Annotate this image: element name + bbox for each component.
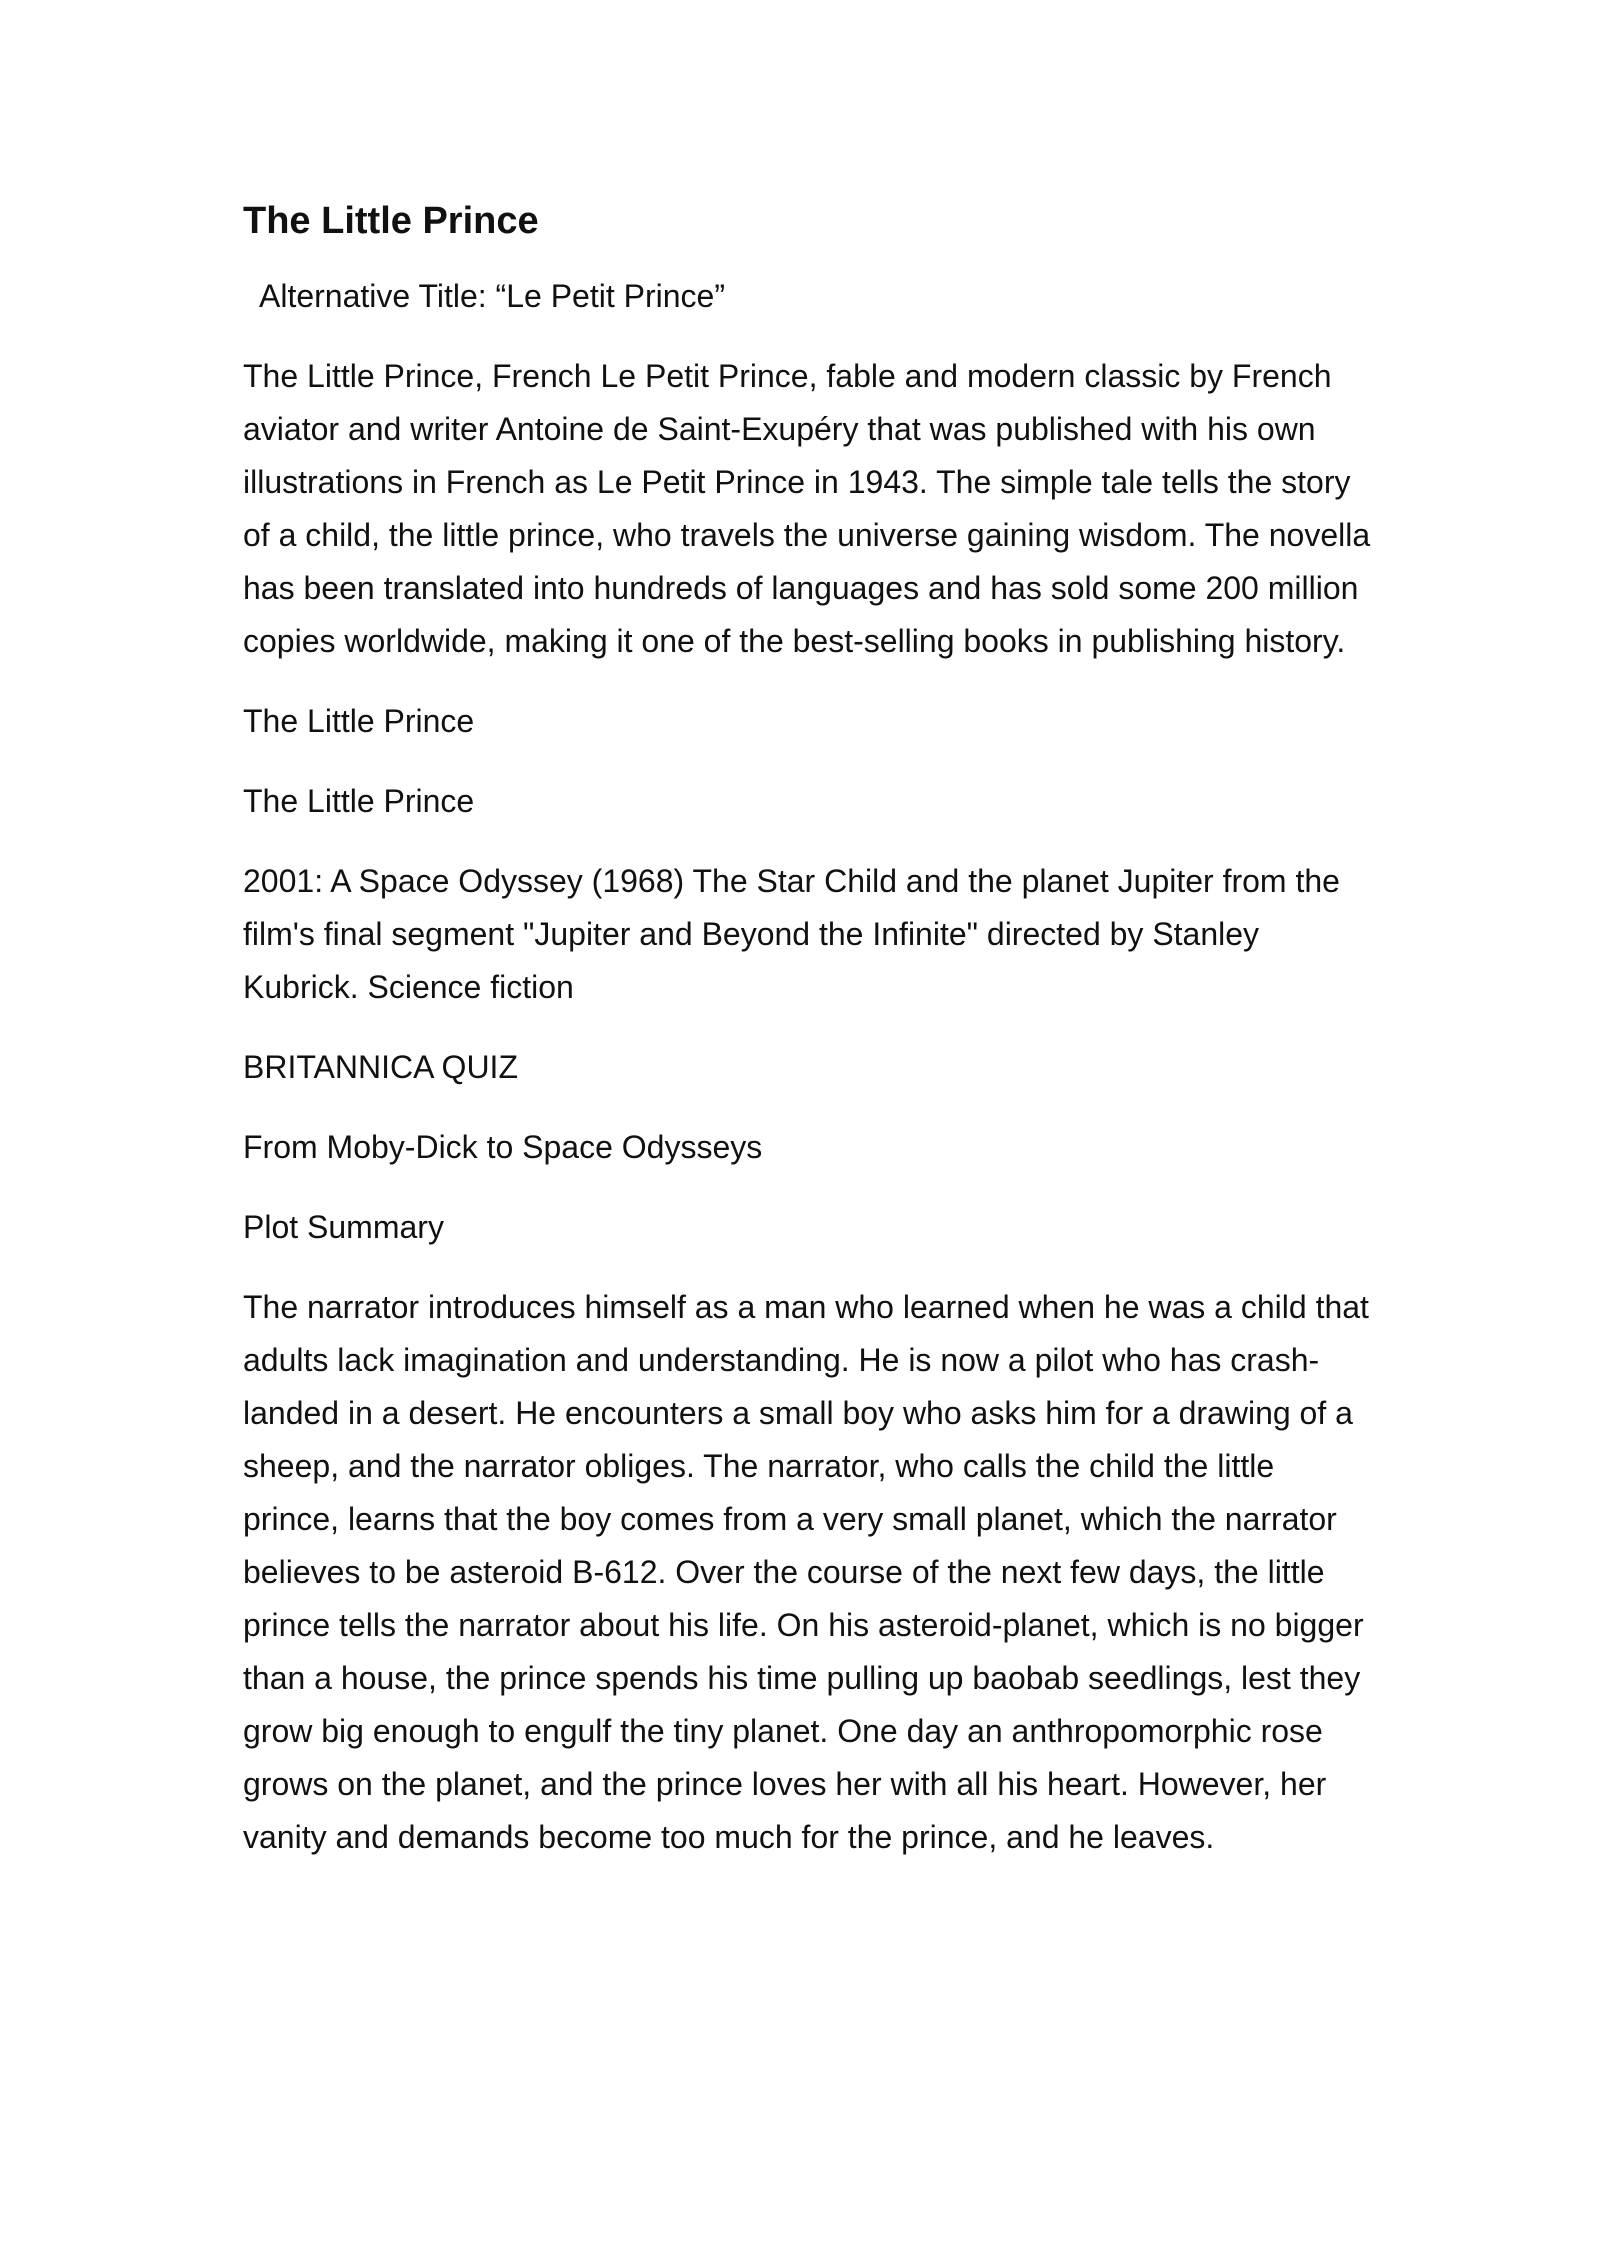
- section-heading-plot-summary: Plot Summary: [243, 1209, 444, 1245]
- quiz-title: From Moby-Dick to Space Odysseys: [243, 1129, 763, 1165]
- alternative-title: Alternative Title: “Le Petit Prince”: [259, 278, 725, 314]
- quiz-label: BRITANNICA QUIZ: [243, 1049, 518, 1085]
- related-image-caption: 2001: A Space Odyssey (1968) The Star Child and the planet Jupiter from the film's final segment "Jupiter and Beyond the Infinite" directed by Stanley Kubrick. Science fiction: [243, 863, 1340, 1005]
- plot-summary-paragraph: The narrator introduces himself as a man who learned when he was a child that adults lack imagination and understanding. He is now a pilot who has crash-landed in a desert. He encounters a small boy who asks him for a drawing of a sheep, and the narrator obliges. The narrator, who calls the child the little prince, learns that the boy comes from a very small planet, which the narrator believes to be asteroid B-612. Over the course of the next few days, the little prince tells the narrator about his life. On his asteroid-planet, which is no bigger than a house, the prince spends his time pulling up baobab seedlings, lest they grow big enough to engulf the tiny planet. One day an anthropomorphic rose grows on the planet, and the prince loves her with all his heart. However, her vanity and demands become too much for the prince, and he leaves.: [243, 1289, 1369, 1855]
- image-caption-2: The Little Prince: [243, 783, 475, 819]
- document-title: The Little Prince: [243, 200, 539, 242]
- document-body: [243, 190, 1373, 1864]
- image-caption-1: The Little Prince: [243, 703, 475, 739]
- intro-paragraph: The Little Prince, French Le Petit Prince, fable and modern classic by French aviator and writer Antoine de Saint-Exupéry that was published with his own illustrations in French as Le Petit Prince in 1943. The simple tale tells the story of a child, the little prince, who travels the universe gaining wisdom. The novella has been translated into hundreds of languages and has sold some 200 million copies worldwide, making it one of the best-selling books in publishing history.: [243, 358, 1371, 659]
